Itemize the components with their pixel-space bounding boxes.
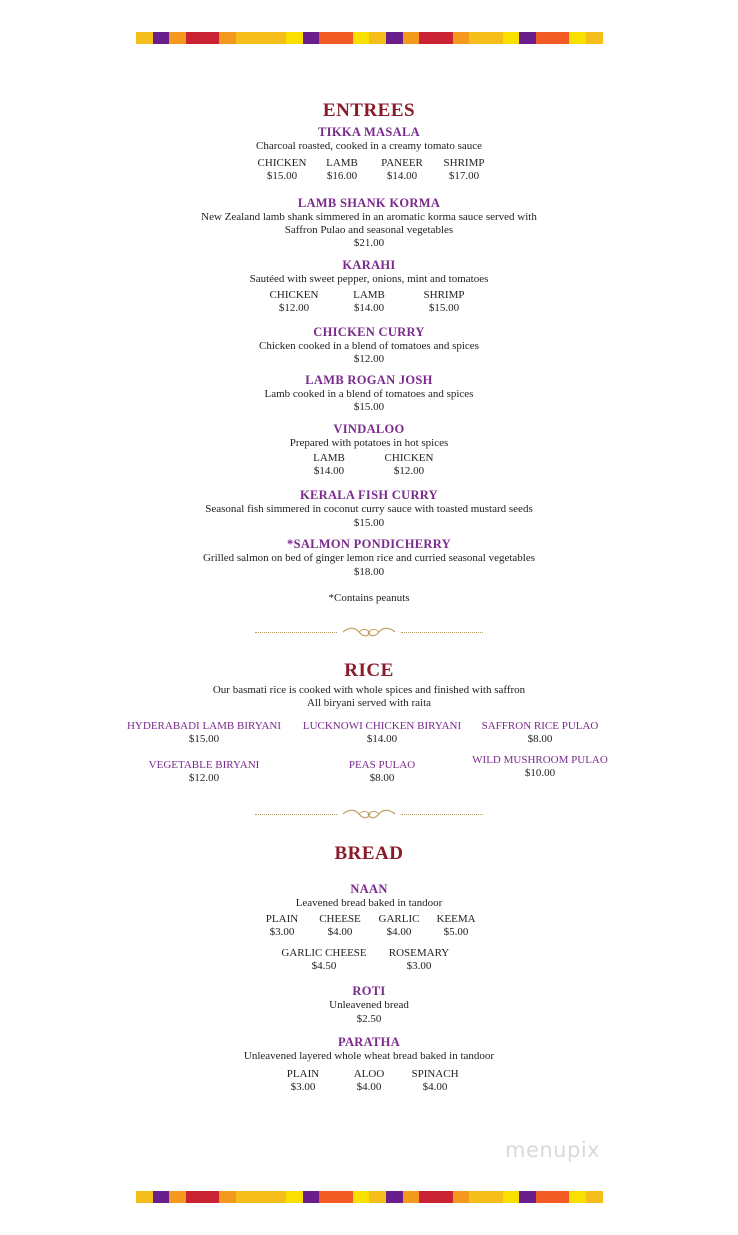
stripe-segment xyxy=(186,1191,203,1203)
stripe-segment xyxy=(286,32,303,44)
option-label: GARLIC CHEESE xyxy=(281,947,367,959)
price-options xyxy=(0,1068,738,1094)
option-label: CHICKEN xyxy=(384,452,434,464)
option-price: $4.00 xyxy=(386,926,412,938)
stripe-segment xyxy=(253,1191,270,1203)
option-price: $14.00 xyxy=(313,465,345,477)
rice-item-price: $12.00 xyxy=(188,772,220,784)
option-price: $4.50 xyxy=(311,960,337,972)
footnote: *Contains peanuts xyxy=(328,592,410,604)
menu-item-description: Leavened bread baked in tandoor xyxy=(295,897,443,909)
stripe-segment xyxy=(453,32,470,44)
menu-item-price: $12.00 xyxy=(353,353,385,365)
menu-item-name: LAMB ROGAN JOSH xyxy=(305,373,433,387)
rice-item xyxy=(440,754,640,780)
stripe-segment xyxy=(336,32,353,44)
menu-item-price: $21.00 xyxy=(353,237,385,249)
stripe-segment xyxy=(169,1191,186,1203)
bread-heading: BREAD xyxy=(334,843,404,864)
rice-item-price: $10.00 xyxy=(524,767,556,779)
option-label: LAMB xyxy=(353,289,385,301)
rice-item-name: WILD MUSHROOM PULAO xyxy=(472,754,608,766)
option-label: ROSEMARY xyxy=(388,947,450,959)
stripe-segment xyxy=(219,32,236,44)
stripe-segment xyxy=(503,1191,520,1203)
menu-item-price: $2.50 xyxy=(356,1013,382,1025)
menu-item-name: KARAHI xyxy=(342,258,396,272)
menu-item-description: Charcoal roasted, cooked in a creamy tomato sauce xyxy=(255,140,482,152)
menu-item-description: Prepared with potatoes in hot spices xyxy=(289,437,449,449)
stripe-segment xyxy=(286,1191,303,1203)
watermark-logo: menupix xyxy=(505,1138,601,1162)
menu-item-price: $18.00 xyxy=(353,566,385,578)
stripe-segment xyxy=(469,1191,486,1203)
option-price: $3.00 xyxy=(269,926,295,938)
ornamental-divider xyxy=(255,807,483,821)
stripe-segment xyxy=(353,32,370,44)
option-label: ALOO xyxy=(353,1068,385,1080)
option-price: $4.00 xyxy=(327,926,353,938)
stripe-segment xyxy=(553,32,570,44)
stripe-segment xyxy=(403,1191,420,1203)
menu-item-name: KERALA FISH CURRY xyxy=(299,488,438,502)
stripe-segment xyxy=(353,1191,370,1203)
menu-item-price: $15.00 xyxy=(353,401,385,413)
menu-item-name: LAMB SHANK KORMA xyxy=(297,196,441,210)
rice-item-name: SAFFRON RICE PULAO xyxy=(481,720,599,732)
option-price: $15.00 xyxy=(266,170,298,182)
stripe-segment xyxy=(419,32,436,44)
stripe-segment xyxy=(303,1191,320,1203)
stripe-segment xyxy=(503,32,520,44)
option-price: $3.00 xyxy=(290,1081,316,1093)
menu-item-price: $15.00 xyxy=(353,517,385,529)
rice-item-name: LUCKNOWI CHICKEN BIRYANI xyxy=(302,720,462,732)
option-price: $12.00 xyxy=(278,302,310,314)
option-label: CHEESE xyxy=(319,913,361,925)
option-label: KEEMA xyxy=(436,913,476,925)
stripe-segment xyxy=(169,32,186,44)
stripe-segment xyxy=(436,1191,453,1203)
menu-item-description: Sautéed with sweet pepper, onions, mint and tomatoes xyxy=(249,273,489,285)
rice-item-price: $15.00 xyxy=(188,733,220,745)
entrees-heading: ENTREES xyxy=(322,100,416,121)
menu-item-name: *SALMON PONDICHERRY xyxy=(287,537,451,551)
option-label: LAMB xyxy=(313,452,345,464)
stripe-segment xyxy=(519,1191,536,1203)
rice-item-name: VEGETABLE BIRYANI xyxy=(148,759,260,771)
option-price: $3.00 xyxy=(406,960,432,972)
rice-item-name: HYDERABADI LAMB BIRYANI xyxy=(126,720,281,732)
stripe-segment xyxy=(303,32,320,44)
rice-item-price: $14.00 xyxy=(366,733,398,745)
menu-item-description: Saffron Pulao and seasonal vegetables xyxy=(284,224,454,236)
rice-item-price: $8.00 xyxy=(369,772,395,784)
menu-item-description: Lamb cooked in a blend of tomatoes and spices xyxy=(264,388,474,400)
stripe-segment xyxy=(369,32,386,44)
menu-item-name: VINDALOO xyxy=(333,422,405,436)
option-price: $12.00 xyxy=(393,465,425,477)
option-label: PLAIN xyxy=(286,1068,320,1080)
stripe-segment xyxy=(136,32,153,44)
price-options xyxy=(0,289,738,315)
section-description: Our basmati rice is cooked with whole spices and finished with saffron xyxy=(212,684,526,696)
option-label: LAMB xyxy=(326,157,358,169)
option-label: PLAIN xyxy=(265,913,299,925)
rice-item xyxy=(104,720,304,746)
price-options xyxy=(0,452,738,478)
stripe-segment xyxy=(486,1191,503,1203)
stripe-segment xyxy=(153,1191,170,1203)
stripe-segment xyxy=(586,1191,603,1203)
stripe-segment xyxy=(469,32,486,44)
stripe-segment xyxy=(453,1191,470,1203)
rice-item xyxy=(440,720,640,746)
option-price: $4.00 xyxy=(422,1081,448,1093)
stripe-segment xyxy=(269,1191,286,1203)
stripe-segment xyxy=(436,32,453,44)
menu-item-description: Unleavened layered whole wheat bread baked in tandoor xyxy=(243,1050,495,1062)
price-options xyxy=(0,913,738,939)
option-price: $14.00 xyxy=(386,170,418,182)
stripe-segment xyxy=(319,32,336,44)
section-description: All biryani served with raita xyxy=(306,697,432,709)
menu-item-name: CHICKEN CURRY xyxy=(313,325,425,339)
menu-item-description: New Zealand lamb shank simmered in an aromatic korma sauce served with xyxy=(201,211,537,223)
option-price: $5.00 xyxy=(443,926,469,938)
stripe-segment xyxy=(236,1191,253,1203)
stripe-segment xyxy=(153,32,170,44)
stripe-segment xyxy=(486,32,503,44)
rice-item-price: $8.00 xyxy=(527,733,553,745)
stripe-segment xyxy=(253,32,270,44)
option-label: GARLIC xyxy=(378,913,420,925)
stripe-segment xyxy=(219,1191,236,1203)
option-label: PANEER xyxy=(381,157,423,169)
rice-item xyxy=(104,759,304,785)
stripe-segment xyxy=(186,32,203,44)
flourish-icon xyxy=(341,626,397,638)
stripe-segment xyxy=(569,1191,586,1203)
option-price: $15.00 xyxy=(428,302,460,314)
menu-item-name: PARATHA xyxy=(337,1035,401,1049)
stripe-segment xyxy=(236,32,253,44)
menu-item-name: TIKKA MASALA xyxy=(318,125,420,139)
stripe-segment xyxy=(536,1191,553,1203)
option-label: SPINACH xyxy=(411,1068,459,1080)
price-options xyxy=(0,157,738,183)
stripe-segment xyxy=(386,1191,403,1203)
menu-item-description: Seasonal fish simmered in coconut curry sauce with toasted mustard seeds xyxy=(205,503,533,515)
stripe-segment xyxy=(553,1191,570,1203)
stripe-segment xyxy=(203,1191,220,1203)
menu-item-name: NAAN xyxy=(350,882,388,896)
price-options xyxy=(0,947,738,973)
stripe-segment xyxy=(319,1191,336,1203)
flourish-icon xyxy=(341,808,397,820)
stripe-segment xyxy=(269,32,286,44)
stripe-segment xyxy=(419,1191,436,1203)
stripe-segment xyxy=(136,1191,153,1203)
rice-item-name: PEAS PULAO xyxy=(348,759,416,771)
stripe-segment xyxy=(336,1191,353,1203)
option-price: $16.00 xyxy=(326,170,358,182)
stripe-segment xyxy=(519,32,536,44)
option-label: SHRIMP xyxy=(423,289,465,301)
menu-item-description: Chicken cooked in a blend of tomatoes and spices xyxy=(259,340,479,352)
stripe-segment xyxy=(586,32,603,44)
menu-item-description: Grilled salmon on bed of ginger lemon rice and curried seasonal vegetables xyxy=(202,552,536,564)
decorative-stripe-bottom xyxy=(136,1191,603,1203)
stripe-segment xyxy=(536,32,553,44)
menu-item-name: ROTI xyxy=(352,984,386,998)
stripe-segment xyxy=(569,32,586,44)
decorative-stripe-top xyxy=(136,32,603,44)
stripe-segment xyxy=(386,32,403,44)
option-price: $17.00 xyxy=(448,170,480,182)
stripe-segment xyxy=(203,32,220,44)
option-price: $4.00 xyxy=(356,1081,382,1093)
rice-heading: RICE xyxy=(344,660,394,681)
option-label: CHICKEN xyxy=(257,157,307,169)
option-price: $14.00 xyxy=(353,302,385,314)
stripe-segment xyxy=(369,1191,386,1203)
menu-item-description: Unleavened bread xyxy=(329,999,409,1011)
option-label: CHICKEN xyxy=(269,289,319,301)
stripe-segment xyxy=(403,32,420,44)
option-label: SHRIMP xyxy=(443,157,485,169)
ornamental-divider xyxy=(255,625,483,639)
